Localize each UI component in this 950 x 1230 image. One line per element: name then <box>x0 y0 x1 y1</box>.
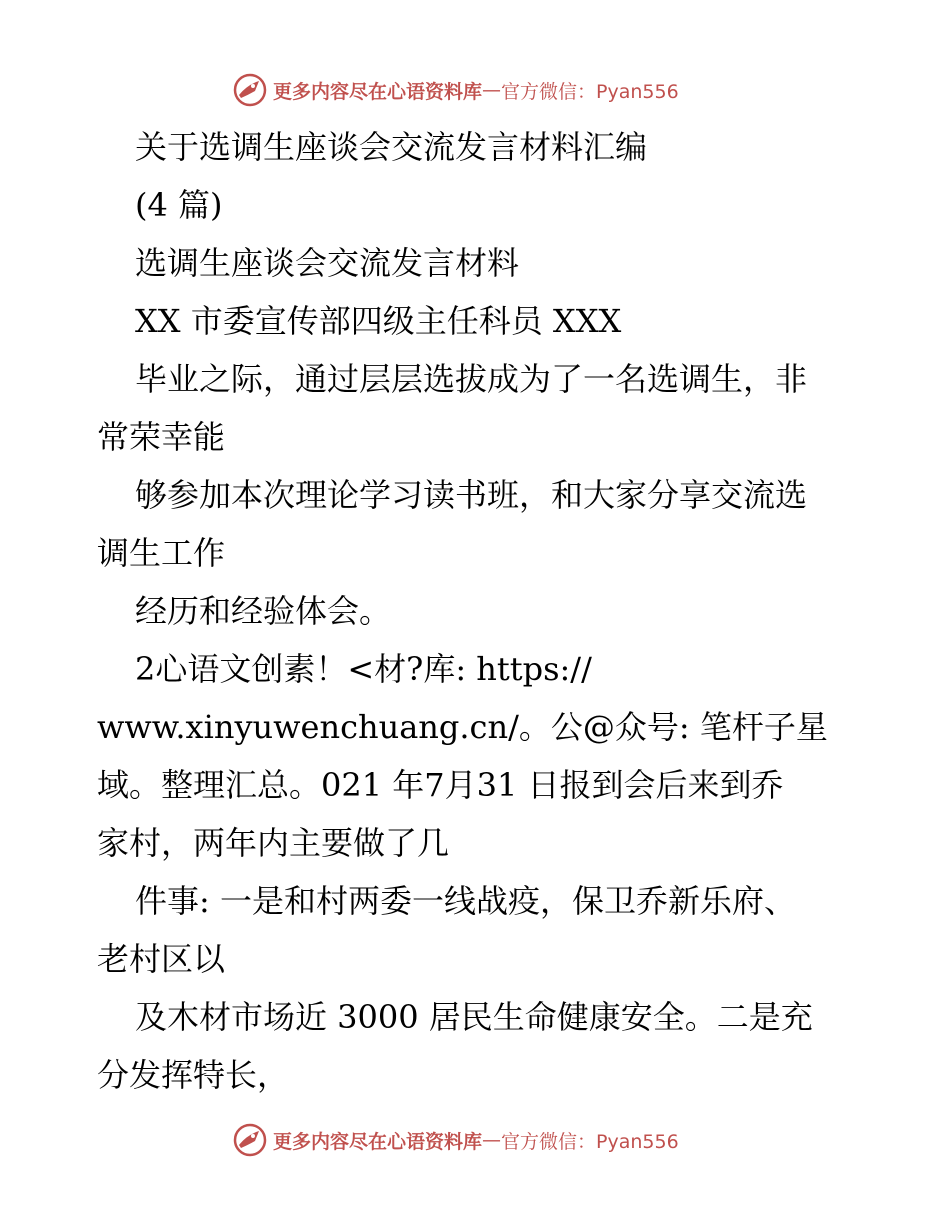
body-line: www.xinyuwenchuang.cn/。公@众号: 笔杆子星 <box>97 708 828 746</box>
author-line: XX 市委宣传部四级主任科员 XXX <box>135 302 622 340</box>
pen-logo-icon <box>233 1123 267 1157</box>
body-line: 够参加本次理论学习读书班，和大家分享交流选 <box>135 476 808 514</box>
body-line: 域。整理汇总。021 年7月31 日报到会后来到乔 <box>97 766 784 804</box>
header-banner[interactable] <box>233 72 679 108</box>
body-line: 件事: 一是和村两委一线战疫，保卫乔新乐府、 <box>135 882 796 920</box>
banner-slogan: 更多内容尽在心语资料库 <box>273 1130 483 1153</box>
banner-separator: — <box>482 79 502 101</box>
body-line: 老村区以 <box>97 940 226 978</box>
body-line: 毕业之际，通过层层选拔成为了一名选调生，非 <box>135 360 808 398</box>
document-title-count: (4 篇) <box>135 186 223 224</box>
banner-separator: — <box>482 1129 502 1151</box>
body-line: 经历和经验体会。 <box>135 592 392 630</box>
body-line: 及木材市场近 3000 居民生命健康安全。二是充 <box>135 998 813 1036</box>
body-line: 2心语文创素！<材?库: https:// <box>135 650 592 688</box>
body-line: 家村，两年内主要做了几 <box>97 824 450 862</box>
body-line: 分发挥特长， <box>97 1056 290 1094</box>
body-line: 调生工作 <box>97 534 226 572</box>
banner-slogan: 更多内容尽在心语资料库 <box>273 80 483 103</box>
banner-wechat: 官方微信：Pyan556 <box>501 1130 679 1153</box>
section-title: 选调生座谈会交流发言材料 <box>135 244 520 282</box>
document-body <box>97 125 857 1111</box>
document-title: 关于选调生座谈会交流发言材料汇编 <box>135 128 648 166</box>
pen-logo-icon <box>233 73 267 107</box>
body-line: 常荣幸能 <box>97 418 226 456</box>
banner-wechat: 官方微信：Pyan556 <box>501 80 679 103</box>
footer-banner[interactable] <box>233 1122 679 1158</box>
